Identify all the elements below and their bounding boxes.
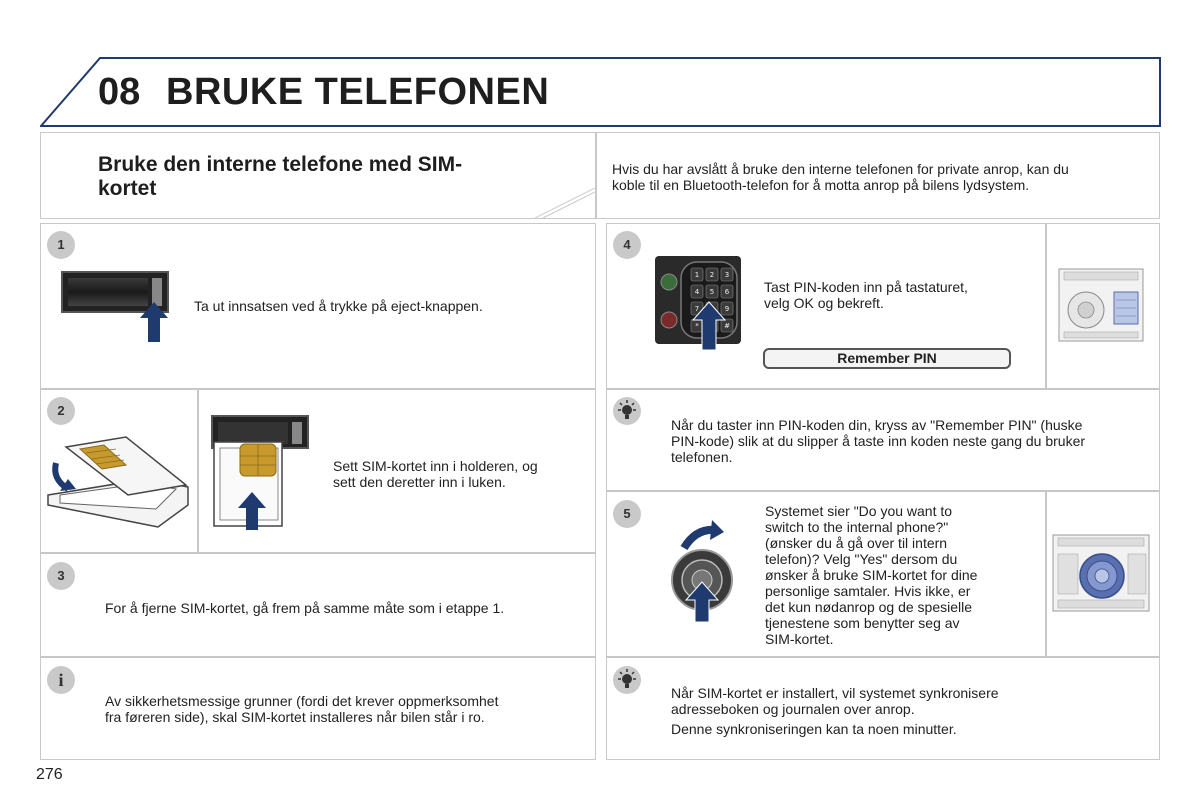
remember-pin-button[interactable]: Remember PIN	[763, 348, 1011, 369]
chapter-header	[40, 57, 1161, 127]
sim-holder-illustration	[46, 435, 192, 535]
intro-line1: Hvis du har avslått å bruke den interne telefonen for private anrop, kan du	[612, 161, 1069, 177]
tip-1-line1: Når du taster inn PIN-koden din, kryss av "Remember PIN" (huske	[671, 417, 1083, 433]
page-number: 276	[36, 766, 63, 783]
step-5-line9: SIM-kortet.	[765, 631, 834, 647]
step-2-line1: Sett SIM-kortet inn i holderen, og	[333, 458, 538, 474]
keypad-key-label: 4	[694, 288, 700, 296]
step-5-line3: (ønsker du å gå over til intern	[765, 535, 948, 551]
intro-line2: koble til en Bluetooth-telefon for å motta anrop på bilens lydsystem.	[612, 177, 1030, 193]
tip-1-line3: telefonen.	[671, 449, 733, 465]
step-5-line1: Systemet sier "Do you want to	[765, 503, 953, 519]
eject-slot-illustration	[60, 270, 172, 345]
step-5-line7: det kun nødanrop og de spesielle	[765, 599, 973, 615]
step-5-line8: tjenestene som benytter seg av	[765, 615, 960, 631]
step-3-text: For å fjerne SIM-kortet, gå frem på samme måte som i etappe 1.	[105, 600, 505, 616]
step-2-badge: 2	[47, 397, 75, 425]
keypad-key-label: 5	[709, 288, 715, 296]
keypad-key-label: 2	[709, 271, 715, 279]
step-5-line2: switch to the internal phone?"	[765, 519, 949, 535]
keypad-key-label: 7	[694, 305, 700, 313]
keypad-key-label: 6	[724, 288, 730, 296]
keypad-key-label: *	[695, 322, 699, 330]
console-keypad-illustration	[1058, 268, 1144, 342]
tip-2-line2: adresseboken og journalen over anrop.	[671, 701, 915, 717]
tip-1-line2: PIN-kode) slik at du slipper å taste inn koden neste gang du bruker	[671, 433, 1086, 449]
step-4-line2: velg OK og bekreft.	[764, 295, 884, 311]
step-5-badge: 5	[613, 500, 641, 528]
keypad-key-label: 1	[694, 271, 700, 279]
step-1-text: Ta ut innsatsen ved å trykke på eject-knappen.	[194, 298, 483, 314]
tip-2-line1: Når SIM-kortet er installert, vil systemet synkronisere	[671, 685, 999, 701]
console-dial-illustration	[1052, 534, 1150, 612]
step-5-line6: personlige samtaler. Hvis ikke, er	[765, 583, 971, 599]
keypad-illustration	[655, 256, 741, 352]
info-icon: i	[47, 666, 75, 694]
info-line1: Av sikkerhetsmessige grunner (fordi det krever oppmerksomhet	[105, 693, 499, 709]
chapter-title: BRUKE TELEFONEN	[166, 71, 550, 113]
step-1-badge: 1	[47, 231, 75, 259]
sim-tray-illustration	[210, 414, 310, 532]
section-title-line1: Bruke den interne telefone med SIM-	[98, 153, 463, 176]
tip-2-line3: Denne synkroniseringen kan ta noen minutter.	[671, 721, 957, 737]
keypad-key-label: 9	[724, 305, 730, 313]
lightbulb-icon	[613, 666, 641, 694]
keypad-key-label: 3	[724, 271, 730, 279]
info-line2: fra føreren side), skal SIM-kortet installeres når bilen står i ro.	[105, 709, 485, 725]
lightbulb-icon	[613, 397, 641, 425]
chapter-number: 08	[98, 71, 141, 113]
step-5-line5: ønsker å bruke SIM-kortet for dine	[765, 567, 978, 583]
section-title-line2: kortet	[98, 177, 157, 200]
step-2-line2: sett den deretter inn i luken.	[333, 474, 506, 490]
keypad-key-label: #	[724, 322, 730, 330]
step-3-badge: 3	[47, 562, 75, 590]
rotary-dial-illustration	[668, 518, 740, 624]
step-4-line1: Tast PIN-koden inn på tastaturet,	[764, 279, 968, 295]
step-5-line4: telefon)? Velg "Yes" dersom du	[765, 551, 958, 567]
step-4-badge: 4	[613, 231, 641, 259]
corner-fold	[535, 188, 595, 218]
